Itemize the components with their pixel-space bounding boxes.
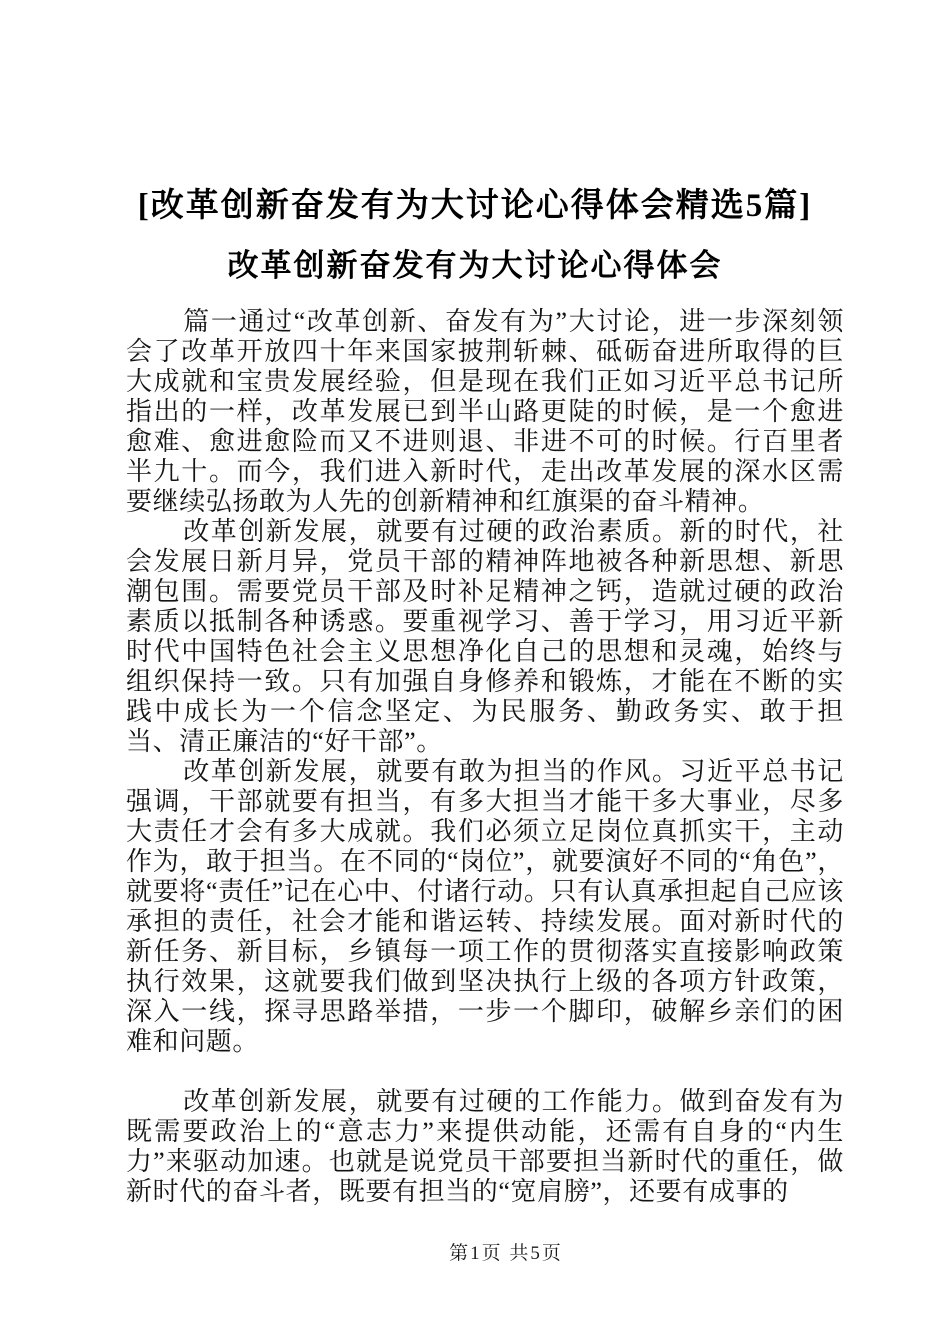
paragraph-1: 篇一通过“改革创新、奋发有为”大讨论，进一步深刻领会了改革开放四十年来国家披荆斩棘、砥砺奋进所取得的巨大成就和宝贵发展经验，但是现在我们正如习近平总书记所指出的一样，改革发展已到半山路更陡的时候，是一个愈进愈难、愈进愈险而又不进则退、非进不可的时候。行百里者半九十。而今，我们进入新时代，走出改革发展的深水区需要继续弘扬敢为人先的创新精神和红旗渠的奋斗精神。 — [126, 307, 844, 516]
page-number-label: 第1页 共5页 — [449, 1243, 563, 1264]
document-title: [改革创新奋发有为大讨论心得体会精选5篇] — [137, 188, 813, 224]
paragraph-4: 改革创新发展，就要有过硬的工作能力。做到奋发有为既需要政治上的“意志力”来提供动能，还需有自身的“内生力”来驱动加速。也就是说党员干部要担当新时代的重任，做新时代的奋斗者，既要有担当的“宽肩膀”，还要有成事的 — [126, 1087, 844, 1206]
paragraph-2: 改革创新发展，就要有过硬的政治素质。新的时代，社会发展日新月异，党员干部的精神阵地被各种新思想、新思潮包围。需要党员干部及时补足精神之钙，造就过硬的政治素质以抵制各种诱惑。要重视学习、善于学习，用习近平新时代中国特色社会主义思想净化自己的思想和灵魂，始终与组织保持一致。只有加强自身修养和锻炼，才能在不断的实践中成长为一个信念坚定、为民服务、勤政务实、敢于担当、清正廉洁的“好干部”。 — [126, 517, 844, 756]
document-body — [0, 307, 950, 1207]
paragraph-3: 改革创新发展，就要有敢为担当的作风。习近平总书记强调，干部就要有担当，有多大担当才能干多大事业，尽多大责任才会有多大成就。我们必须立足岗位真抓实干，主动作为，敢于担当。在不同的“岗位”，就要演好不同的“角色”，就要将“责任”记在心中、付诸行动。只有认真承担起自己应该承担的责任，社会才能和谐运转、持续发展。面对新时代的新任务、新目标，乡镇每一项工作的贯彻落实直接影响政策执行效果，这就要我们做到坚决执行上级的各项方针政策，深入一线，探寻思路举措，一步一个脚印，破解乡亲们的困难和问题。 — [126, 757, 844, 1056]
document-subtitle: 改革创新奋发有为大讨论心得体会 — [227, 248, 723, 283]
page-footer — [0, 1244, 950, 1264]
